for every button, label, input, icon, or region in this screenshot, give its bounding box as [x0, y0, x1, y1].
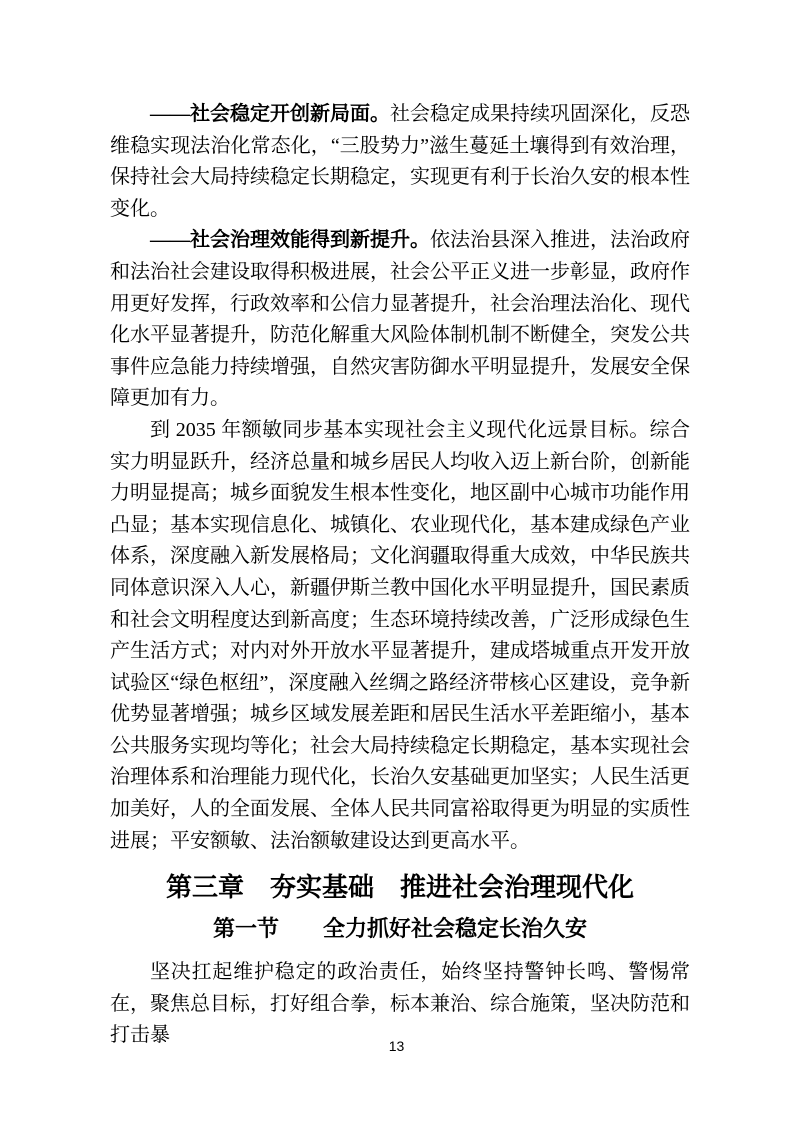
- paragraph-lead-governance: ——社会治理效能得到新提升。: [150, 229, 430, 252]
- chapter-heading: 第三章 夯实基础 推进社会治理现代化: [165, 872, 634, 903]
- paragraph-body-stability: 社会稳定成果持续巩固深化，反恐维稳实现法治化常态化，“三股势力”滋生蔓延土壤得到有效治理，保持社会大局持续稳定长期稳定，实现更有利于长治久安的根本性变化。: [110, 103, 690, 220]
- paragraph-body-2035-vision: 到 2035 年额敏同步基本实现社会主义现代化远景目标。综合实力明显跃升，经济总量和城乡居民人均收入迈上新台阶，创新能力明显提高；城乡面貌发生根本性变化，地区副中心城市功能作用凸显；基本实现信息化、城镇化、农业现代化，基本建成绿色产业体系，深度融入新发展格局；文化润疆取得重大成效，中华民族共同体意识深入人心，新疆伊斯兰教中国化水平明显提升，国民素质和社会文明程度达到新高度；生态环境持续改善，广泛形成绿色生产生活方式；对内对外开放水平显著提升，建成塔城重点开发开放试验区“绿色枢纽”，深度融入丝绸之路经济带核心区建设，竞争新优势显著增强；城乡区域发展差距和居民生活水平差距缩小，基本公共服务实现均等化；社会大局持续稳定长期稳定，基本实现社会治理体系和治理能力现代化，长治久安基础更加坚实；人民生活更加美好，人的全面发展、全体人民共同富裕取得更为明显的实质性进展；平安额敏、法治额敏建设达到更高水平。: [110, 418, 690, 852]
- page-content: [110, 99, 690, 1052]
- paragraph-body-governance: 依法治县深入推进，法治政府和法治社会建设取得积极进展，社会公平正义进一步彰显，政府作用更好发挥，行政效率和公信力显著提升，社会治理法治化、现代化水平显著提升，防范化解重大风险体制机制不断健全，突发公共事件应急能力持续增强，自然灾害防御水平明显提升，发展安全保障更加有力。: [110, 229, 690, 410]
- paragraph-governance-goal: [110, 225, 690, 415]
- paragraph-lead-stability: ——社会稳定开创新局面。: [150, 103, 390, 125]
- paragraph-body-closing: 坚决扛起维护稳定的政治责任，始终坚持警钟长鸣、警惕常在，聚焦总目标，打好组合拳，标本兼治、综合施策，坚决防范和打击暴: [110, 961, 690, 1047]
- page-number: 13: [388, 1038, 405, 1054]
- section-heading: 第一节 全力抓好社会稳定长治久安: [212, 916, 587, 942]
- paragraph-2035-vision: [110, 415, 690, 857]
- paragraph-stability-goal: [110, 99, 690, 225]
